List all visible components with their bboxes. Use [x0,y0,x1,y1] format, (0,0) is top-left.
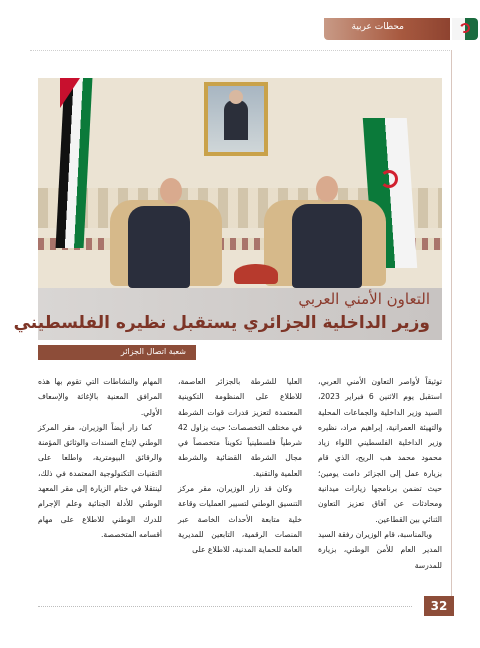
headline-kicker: التعاون الأمني العربي [298,290,430,308]
top-divider [30,50,450,51]
paragraph: وبالمناسبة، قام الوزيران رفقة السيد المدير العام للأمن الوطني، بزيارة للمدرسة [318,529,442,570]
framed-portrait [204,82,268,156]
paragraph: المهام والنشاطات التي تقوم بها هذه المرافق المعنية بالإغاثة والإسعاف الأولي. [38,377,162,417]
paragraph: وكان قد زار الوزيران، مقر مركز التنسيق الوطني لتسيير العمليات وقاعة خلية متابعة الأحداث الخاصة عبر المنصات الرقمية، التابعين للمديرية العامة للحماية المدنية، للاطلاع على [178,484,302,555]
person-left [128,206,190,288]
article-photo [38,78,442,288]
source-tag [38,345,196,360]
person-right [292,204,362,288]
article-column-2 [178,374,302,558]
side-divider [451,50,452,610]
article-column-1 [318,374,442,573]
bottom-divider [38,606,412,607]
article-column-3 [38,374,162,542]
section-label: محطات عربية [351,22,404,32]
paragraph: توثيقاً لأواصر التعاون الأمني العربي، استقبل يوم الاثنين 6 فبراير 2023، السيد وزير الداخلية والجماعات المحلية والتهيئة العمرانية، إبراهيم مراد، نظيره وزير الداخلية الفلسطيني اللواء زياد محمود محمد هب الريح، الذي قام بزيارة عمل إلى الجزائر دامت يومين؛ حيث تضمن برنامجها زيارات ميدانية ومحادثات عن آفاق تعزيز التعاون الثنائي بين القطاعين. [318,377,442,524]
page-number: 32 [424,596,454,616]
flower-table [234,264,278,284]
headline-title: وزير الداخلية الجزائري يستقبل نظيره الفلسطيني [13,313,430,333]
article-body [38,374,442,570]
paragraph: العليا للشرطة بالجزائر العاصمة، للاطلاع على المنظومة التكوينية المعتمدة لتعزيز قدرات قوات الشرطة في مختلف التخصصات؛ حيث يزاول 42 شرطياً فلسطينياً تكويناً متخصصاً في مجال الشرطة القضائية والشرطة العلمية والتقنية. [178,377,302,478]
paragraph: كما زار أيضاً الوزيران، مقر المركز الوطني لإنتاج السندات والوثائق المؤمنة والرقائق البيومترية، واطلعا على التقنيات التكنولوجية المعتمدة في ذلك، لينتقلا في ختام الزيارة إلى مقر المعهد الوطني للأدلة الجنائية وعلم الإجرام للدرك الوطني للاطلاع على مهام أقسامه المتخصصة. [38,422,162,539]
headline-band [13,288,442,340]
algeria-flag-icon [452,18,478,40]
source-label: شعبة اتصال الجزائر [120,347,186,356]
section-header-bar [324,18,450,40]
